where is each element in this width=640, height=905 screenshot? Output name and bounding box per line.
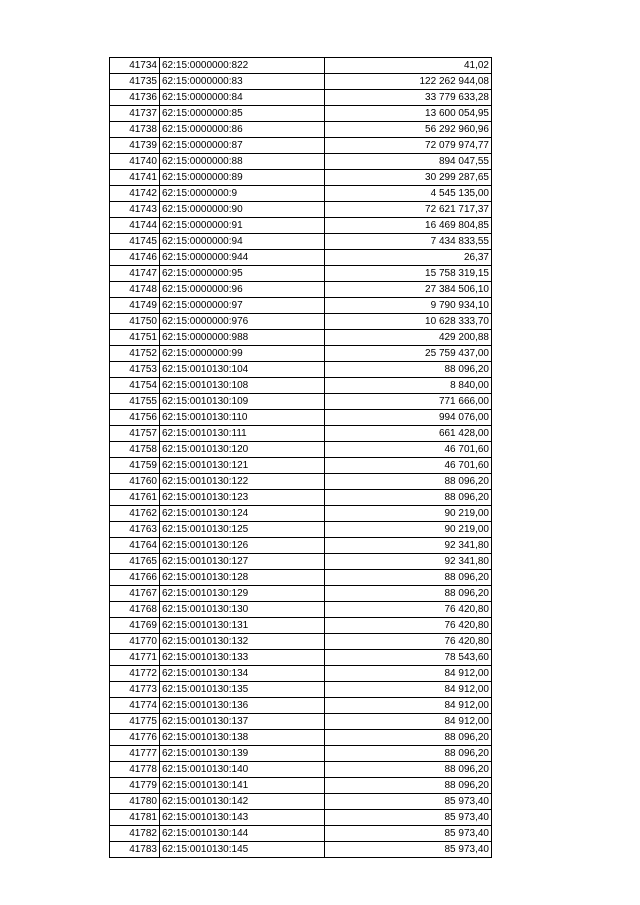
cadastral-number-cell: 62:15:0000000:99	[160, 346, 325, 362]
value-cell: 76 420,80	[325, 634, 492, 650]
row-number-cell: 41773	[110, 682, 160, 698]
row-number-cell: 41770	[110, 634, 160, 650]
row-number-cell: 41778	[110, 762, 160, 778]
value-cell: 15 758 319,15	[325, 266, 492, 282]
cadastral-number-cell: 62:15:0010130:145	[160, 842, 325, 858]
table-row	[110, 650, 492, 666]
table-row	[110, 698, 492, 714]
row-number-cell: 41759	[110, 458, 160, 474]
cadastral-number-cell: 62:15:0010130:121	[160, 458, 325, 474]
cadastral-number-cell: 62:15:0000000:87	[160, 138, 325, 154]
table-row	[110, 202, 492, 218]
value-cell: 85 973,40	[325, 842, 492, 858]
row-number-cell: 41736	[110, 90, 160, 106]
cadastral-number-cell: 62:15:0010130:126	[160, 538, 325, 554]
row-number-cell: 41747	[110, 266, 160, 282]
row-number-cell: 41757	[110, 426, 160, 442]
row-number-cell: 41754	[110, 378, 160, 394]
cadastral-number-cell: 62:15:0010130:135	[160, 682, 325, 698]
cadastral-number-cell: 62:15:0000000:94	[160, 234, 325, 250]
value-cell: 429 200,88	[325, 330, 492, 346]
value-cell: 7 434 833,55	[325, 234, 492, 250]
table-row	[110, 90, 492, 106]
cadastral-number-cell: 62:15:0000000:97	[160, 298, 325, 314]
value-cell: 92 341,80	[325, 538, 492, 554]
cadastral-number-cell: 62:15:0010130:134	[160, 666, 325, 682]
value-cell: 88 096,20	[325, 474, 492, 490]
row-number-cell: 41771	[110, 650, 160, 666]
cadastral-number-cell: 62:15:0000000:976	[160, 314, 325, 330]
cadastral-number-cell: 62:15:0010130:143	[160, 810, 325, 826]
cadastral-number-cell: 62:15:0000000:95	[160, 266, 325, 282]
value-cell: 88 096,20	[325, 730, 492, 746]
value-cell: 72 079 974,77	[325, 138, 492, 154]
row-number-cell: 41774	[110, 698, 160, 714]
cadastral-number-cell: 62:15:0000000:89	[160, 170, 325, 186]
cadastral-number-cell: 62:15:0010130:141	[160, 778, 325, 794]
value-cell: 88 096,20	[325, 586, 492, 602]
row-number-cell: 41767	[110, 586, 160, 602]
cadastral-number-cell: 62:15:0010130:138	[160, 730, 325, 746]
row-number-cell: 41776	[110, 730, 160, 746]
value-cell: 46 701,60	[325, 442, 492, 458]
cadastral-number-cell: 62:15:0000000:83	[160, 74, 325, 90]
value-cell: 88 096,20	[325, 490, 492, 506]
row-number-cell: 41739	[110, 138, 160, 154]
table-row	[110, 810, 492, 826]
table-row	[110, 602, 492, 618]
cadastral-number-cell: 62:15:0010130:123	[160, 490, 325, 506]
table-row	[110, 266, 492, 282]
value-cell: 85 973,40	[325, 826, 492, 842]
row-number-cell: 41780	[110, 794, 160, 810]
table-row	[110, 282, 492, 298]
row-number-cell: 41737	[110, 106, 160, 122]
cadastral-number-cell: 62:15:0010130:108	[160, 378, 325, 394]
value-cell: 4 545 135,00	[325, 186, 492, 202]
row-number-cell: 41751	[110, 330, 160, 346]
value-cell: 88 096,20	[325, 762, 492, 778]
value-cell: 85 973,40	[325, 810, 492, 826]
row-number-cell: 41772	[110, 666, 160, 682]
cadastral-number-cell: 62:15:0000000:9	[160, 186, 325, 202]
cadastral-number-cell: 62:15:0000000:91	[160, 218, 325, 234]
value-cell: 56 292 960,96	[325, 122, 492, 138]
cadastral-number-cell: 62:15:0010130:110	[160, 410, 325, 426]
table-row	[110, 378, 492, 394]
table-row	[110, 426, 492, 442]
cadastral-number-cell: 62:15:0010130:132	[160, 634, 325, 650]
row-number-cell: 41734	[110, 58, 160, 74]
table-row	[110, 794, 492, 810]
table-row	[110, 554, 492, 570]
table-row	[110, 74, 492, 90]
table-row	[110, 58, 492, 74]
value-cell: 90 219,00	[325, 506, 492, 522]
row-number-cell: 41735	[110, 74, 160, 90]
table-row	[110, 826, 492, 842]
value-cell: 8 840,00	[325, 378, 492, 394]
row-number-cell: 41764	[110, 538, 160, 554]
value-cell: 46 701,60	[325, 458, 492, 474]
value-cell: 33 779 633,28	[325, 90, 492, 106]
row-number-cell: 41755	[110, 394, 160, 410]
cadastral-number-cell: 62:15:0010130:131	[160, 618, 325, 634]
value-cell: 88 096,20	[325, 778, 492, 794]
table-row	[110, 122, 492, 138]
cadastral-number-cell: 62:15:0010130:130	[160, 602, 325, 618]
row-number-cell: 41749	[110, 298, 160, 314]
row-number-cell: 41760	[110, 474, 160, 490]
value-cell: 78 543,60	[325, 650, 492, 666]
row-number-cell: 41746	[110, 250, 160, 266]
row-number-cell: 41745	[110, 234, 160, 250]
value-cell: 13 600 054,95	[325, 106, 492, 122]
table-row	[110, 154, 492, 170]
row-number-cell: 41741	[110, 170, 160, 186]
table-row	[110, 714, 492, 730]
row-number-cell: 41738	[110, 122, 160, 138]
cadastral-number-cell: 62:15:0010130:133	[160, 650, 325, 666]
cadastral-number-cell: 62:15:0000000:96	[160, 282, 325, 298]
table-row	[110, 458, 492, 474]
row-number-cell: 41740	[110, 154, 160, 170]
cadastral-number-cell: 62:15:0010130:111	[160, 426, 325, 442]
row-number-cell: 41762	[110, 506, 160, 522]
table-body	[110, 58, 492, 858]
value-cell: 27 384 506,10	[325, 282, 492, 298]
table-row	[110, 394, 492, 410]
row-number-cell: 41748	[110, 282, 160, 298]
cadastral-number-cell: 62:15:0000000:85	[160, 106, 325, 122]
table-row	[110, 666, 492, 682]
row-number-cell: 41753	[110, 362, 160, 378]
cadastral-number-cell: 62:15:0010130:125	[160, 522, 325, 538]
table-row	[110, 842, 492, 858]
value-cell: 661 428,00	[325, 426, 492, 442]
table-row	[110, 186, 492, 202]
value-cell: 76 420,80	[325, 618, 492, 634]
table-row	[110, 218, 492, 234]
value-cell: 84 912,00	[325, 698, 492, 714]
value-cell: 16 469 804,85	[325, 218, 492, 234]
table-row	[110, 634, 492, 650]
table-row	[110, 362, 492, 378]
cadastral-number-cell: 62:15:0000000:988	[160, 330, 325, 346]
cadastral-number-cell: 62:15:0010130:139	[160, 746, 325, 762]
row-number-cell: 41782	[110, 826, 160, 842]
value-cell: 84 912,00	[325, 714, 492, 730]
row-number-cell: 41766	[110, 570, 160, 586]
value-cell: 25 759 437,00	[325, 346, 492, 362]
value-cell: 894 047,55	[325, 154, 492, 170]
table-row	[110, 474, 492, 490]
table-row	[110, 778, 492, 794]
row-number-cell: 41761	[110, 490, 160, 506]
row-number-cell: 41756	[110, 410, 160, 426]
table-row	[110, 618, 492, 634]
table-row	[110, 522, 492, 538]
row-number-cell: 41769	[110, 618, 160, 634]
value-cell: 88 096,20	[325, 746, 492, 762]
table-row	[110, 234, 492, 250]
cadastral-number-cell: 62:15:0010130:142	[160, 794, 325, 810]
table-row	[110, 298, 492, 314]
row-number-cell: 41781	[110, 810, 160, 826]
table-row	[110, 746, 492, 762]
value-cell: 85 973,40	[325, 794, 492, 810]
row-number-cell: 41743	[110, 202, 160, 218]
value-cell: 84 912,00	[325, 666, 492, 682]
value-cell: 26,37	[325, 250, 492, 266]
cadastral-number-cell: 62:15:0000000:86	[160, 122, 325, 138]
row-number-cell: 41750	[110, 314, 160, 330]
cadastral-number-cell: 62:15:0000000:88	[160, 154, 325, 170]
row-number-cell: 41763	[110, 522, 160, 538]
table-row	[110, 170, 492, 186]
table-row	[110, 106, 492, 122]
value-cell: 771 666,00	[325, 394, 492, 410]
row-number-cell: 41758	[110, 442, 160, 458]
row-number-cell: 41752	[110, 346, 160, 362]
cadastral-number-cell: 62:15:0010130:122	[160, 474, 325, 490]
value-cell: 994 076,00	[325, 410, 492, 426]
value-cell: 88 096,20	[325, 570, 492, 586]
table-row	[110, 346, 492, 362]
cadastral-number-cell: 62:15:0010130:136	[160, 698, 325, 714]
table-row	[110, 730, 492, 746]
cadastral-number-cell: 62:15:0000000:90	[160, 202, 325, 218]
cadastral-number-cell: 62:15:0010130:124	[160, 506, 325, 522]
cadastral-number-cell: 62:15:0010130:109	[160, 394, 325, 410]
table-row	[110, 138, 492, 154]
cadastral-number-cell: 62:15:0000000:944	[160, 250, 325, 266]
cadastral-number-cell: 62:15:0010130:104	[160, 362, 325, 378]
table-row	[110, 250, 492, 266]
table-row	[110, 490, 492, 506]
row-number-cell: 41744	[110, 218, 160, 234]
row-number-cell: 41775	[110, 714, 160, 730]
value-cell: 92 341,80	[325, 554, 492, 570]
value-cell: 30 299 287,65	[325, 170, 492, 186]
table-row	[110, 506, 492, 522]
cadastral-number-cell: 62:15:0010130:120	[160, 442, 325, 458]
row-number-cell: 41783	[110, 842, 160, 858]
data-table	[109, 57, 492, 858]
row-number-cell: 41765	[110, 554, 160, 570]
value-cell: 9 790 934,10	[325, 298, 492, 314]
cadastral-number-cell: 62:15:0000000:84	[160, 90, 325, 106]
row-number-cell: 41777	[110, 746, 160, 762]
table-row	[110, 762, 492, 778]
value-cell: 84 912,00	[325, 682, 492, 698]
value-cell: 10 628 333,70	[325, 314, 492, 330]
table-row	[110, 410, 492, 426]
cadastral-number-cell: 62:15:0010130:129	[160, 586, 325, 602]
cadastral-number-cell: 62:15:0010130:140	[160, 762, 325, 778]
table-row	[110, 570, 492, 586]
cadastral-number-cell: 62:15:0010130:128	[160, 570, 325, 586]
row-number-cell: 41779	[110, 778, 160, 794]
value-cell: 122 262 944,08	[325, 74, 492, 90]
table-row	[110, 314, 492, 330]
cadastral-number-cell: 62:15:0010130:127	[160, 554, 325, 570]
row-number-cell: 41768	[110, 602, 160, 618]
cadastral-number-cell: 62:15:0010130:144	[160, 826, 325, 842]
table-row	[110, 442, 492, 458]
cadastral-number-cell: 62:15:0000000:822	[160, 58, 325, 74]
table-row	[110, 330, 492, 346]
table-row	[110, 682, 492, 698]
value-cell: 88 096,20	[325, 362, 492, 378]
value-cell: 72 621 717,37	[325, 202, 492, 218]
cadastral-number-cell: 62:15:0010130:137	[160, 714, 325, 730]
value-cell: 90 219,00	[325, 522, 492, 538]
table-row	[110, 586, 492, 602]
value-cell: 76 420,80	[325, 602, 492, 618]
table-row	[110, 538, 492, 554]
row-number-cell: 41742	[110, 186, 160, 202]
value-cell: 41,02	[325, 58, 492, 74]
